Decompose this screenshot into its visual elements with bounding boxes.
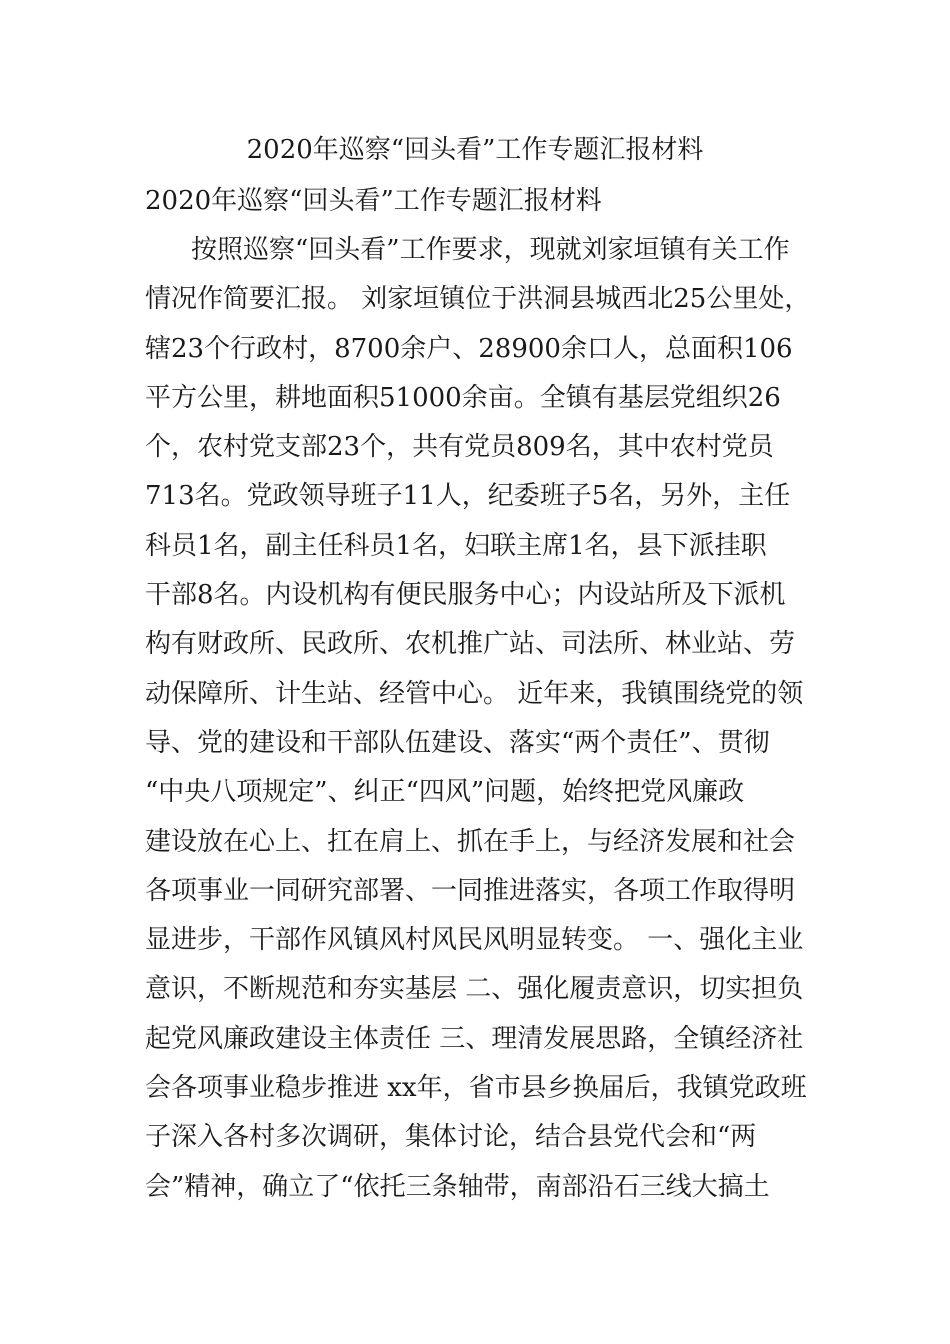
body-line: 平方公里，耕地面积51000余亩。全镇有基层党组织26 [145,382,781,413]
body-line: 各项事业一同研究部署、一同推进落实，各项工作取得明 [145,875,796,906]
body-line: 会各项事业稳步推进 xx年，省市县乡换届后，我镇党政班 [145,1073,807,1104]
body-line: 显进步，干部作风镇风村风民风明显转变。 一、强化主业 [145,925,804,956]
body-line: 动保障所、计生站、经管中心。 近年来，我镇围绕党的领 [145,678,804,709]
body-line: 辖23个行政村，8700余户、28900余口人，总面积106 [145,333,793,364]
body-line: 713名。党政领导班子11人，纪委班子5名，另外，主任 [145,481,791,512]
body-line: 情况作简要汇报。 刘家垣镇位于洪洞县城西北25公里处， [145,284,811,315]
body-line: 起党风廉政建设主体责任 三、理清发展思路，全镇经济社 [145,1023,804,1054]
body-line: 会”精神，确立了“依托三条轴带，南部沿石三线大搞土 [145,1171,770,1202]
body-line: 按照巡察“回头看”工作要求，现就刘家垣镇有关工作 [191,235,790,265]
body-line: “中央八项规定”、纠正“四风”问题，始终把党风廉政 [145,777,745,808]
body-line: 科员1名，副主任科员1名，妇联主席1名，县下派挂职 [145,530,767,561]
body-line: 干部8名。内设机构有便民服务中心；内设站所及下派机 [145,580,786,611]
body-line: 建设放在心上、扛在肩上、抓在手上，与经济发展和社会 [145,826,796,857]
document-subtitle: 2020年巡察“回头看”工作专题汇报材料 [145,186,602,216]
body-line: 导、党的建设和干部队伍建设、落实“两个责任”、贯彻 [145,727,770,758]
body-line: 子深入各村多次调研，集体讨论，结合县党代会和“两 [145,1122,757,1153]
document-body [145,232,825,1218]
body-line: 意识，不断规范和夯实基层 二、强化履责意识，切实担负 [145,974,804,1005]
document-title: 2020年巡察“回头看”工作专题汇报材料 [246,135,704,165]
body-line: 个，农村党支部23个，共有党员809名，其中农村党员 [145,432,774,463]
body-line: 构有财政所、民政所、农机推广站、司法所、林业站、劳 [145,629,796,660]
